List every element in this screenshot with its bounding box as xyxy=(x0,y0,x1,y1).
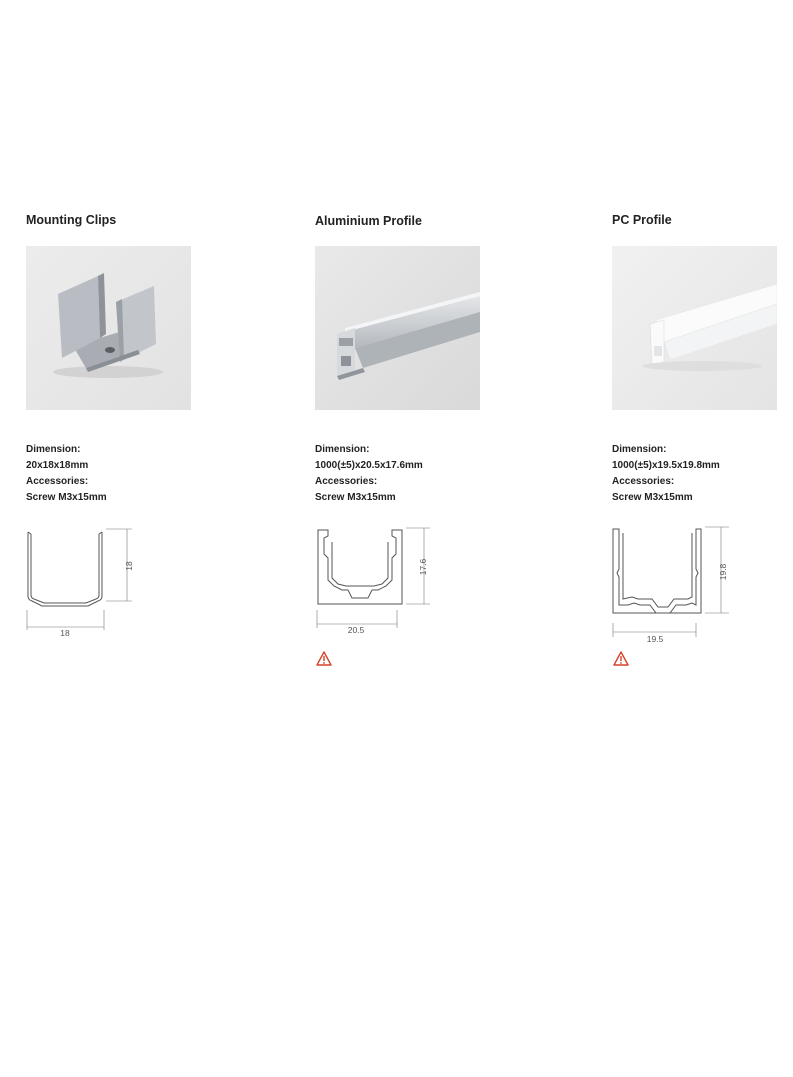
spec-accessories-label: Accessories: xyxy=(612,476,675,487)
height-dimension-label: 17.6 xyxy=(418,558,428,576)
mounting-clip-photo xyxy=(26,246,191,410)
specs-mounting-clips xyxy=(26,442,107,506)
specs-aluminium-profile xyxy=(315,442,423,506)
spec-accessories-value: Screw M3x15mm xyxy=(612,492,693,503)
width-dimension-label: 19.5 xyxy=(646,634,664,644)
spec-accessories-label: Accessories: xyxy=(315,476,378,487)
spec-dimension-value: 1000(±5)x20.5x17.6mm xyxy=(315,460,423,471)
product-title-aluminium-profile: Aluminium Profile xyxy=(315,214,422,228)
spec-accessories-value: Screw M3x15mm xyxy=(26,492,107,503)
technical-drawing-aluminium-profile xyxy=(312,524,442,639)
spec-dimension-label: Dimension: xyxy=(612,444,667,455)
spec-accessories-label: Accessories: xyxy=(26,476,89,487)
aluminium-profile-photo xyxy=(315,246,480,410)
spec-dimension-label: Dimension: xyxy=(315,444,370,455)
spec-dimension-value: 20x18x18mm xyxy=(26,460,89,471)
width-dimension-label: 18 xyxy=(60,628,70,638)
height-dimension-label: 19.8 xyxy=(718,563,728,581)
spec-accessories-value: Screw M3x15mm xyxy=(315,492,396,503)
product-title-pc-profile: PC Profile xyxy=(612,213,672,227)
width-dimension-label: 20.5 xyxy=(347,625,365,635)
warning-icon xyxy=(613,651,629,666)
product-title-mounting-clips: Mounting Clips xyxy=(26,213,117,227)
spec-dimension-label: Dimension: xyxy=(26,444,81,455)
warning-icon xyxy=(316,651,332,666)
specs-pc-profile xyxy=(612,442,720,506)
height-dimension-label: 18 xyxy=(124,561,134,571)
technical-drawing-pc-profile xyxy=(608,525,738,645)
spec-dimension-value: 1000(±5)x19.5x19.8mm xyxy=(612,460,720,471)
technical-drawing-mounting-clips xyxy=(20,526,150,641)
pc-profile-photo xyxy=(612,246,777,410)
